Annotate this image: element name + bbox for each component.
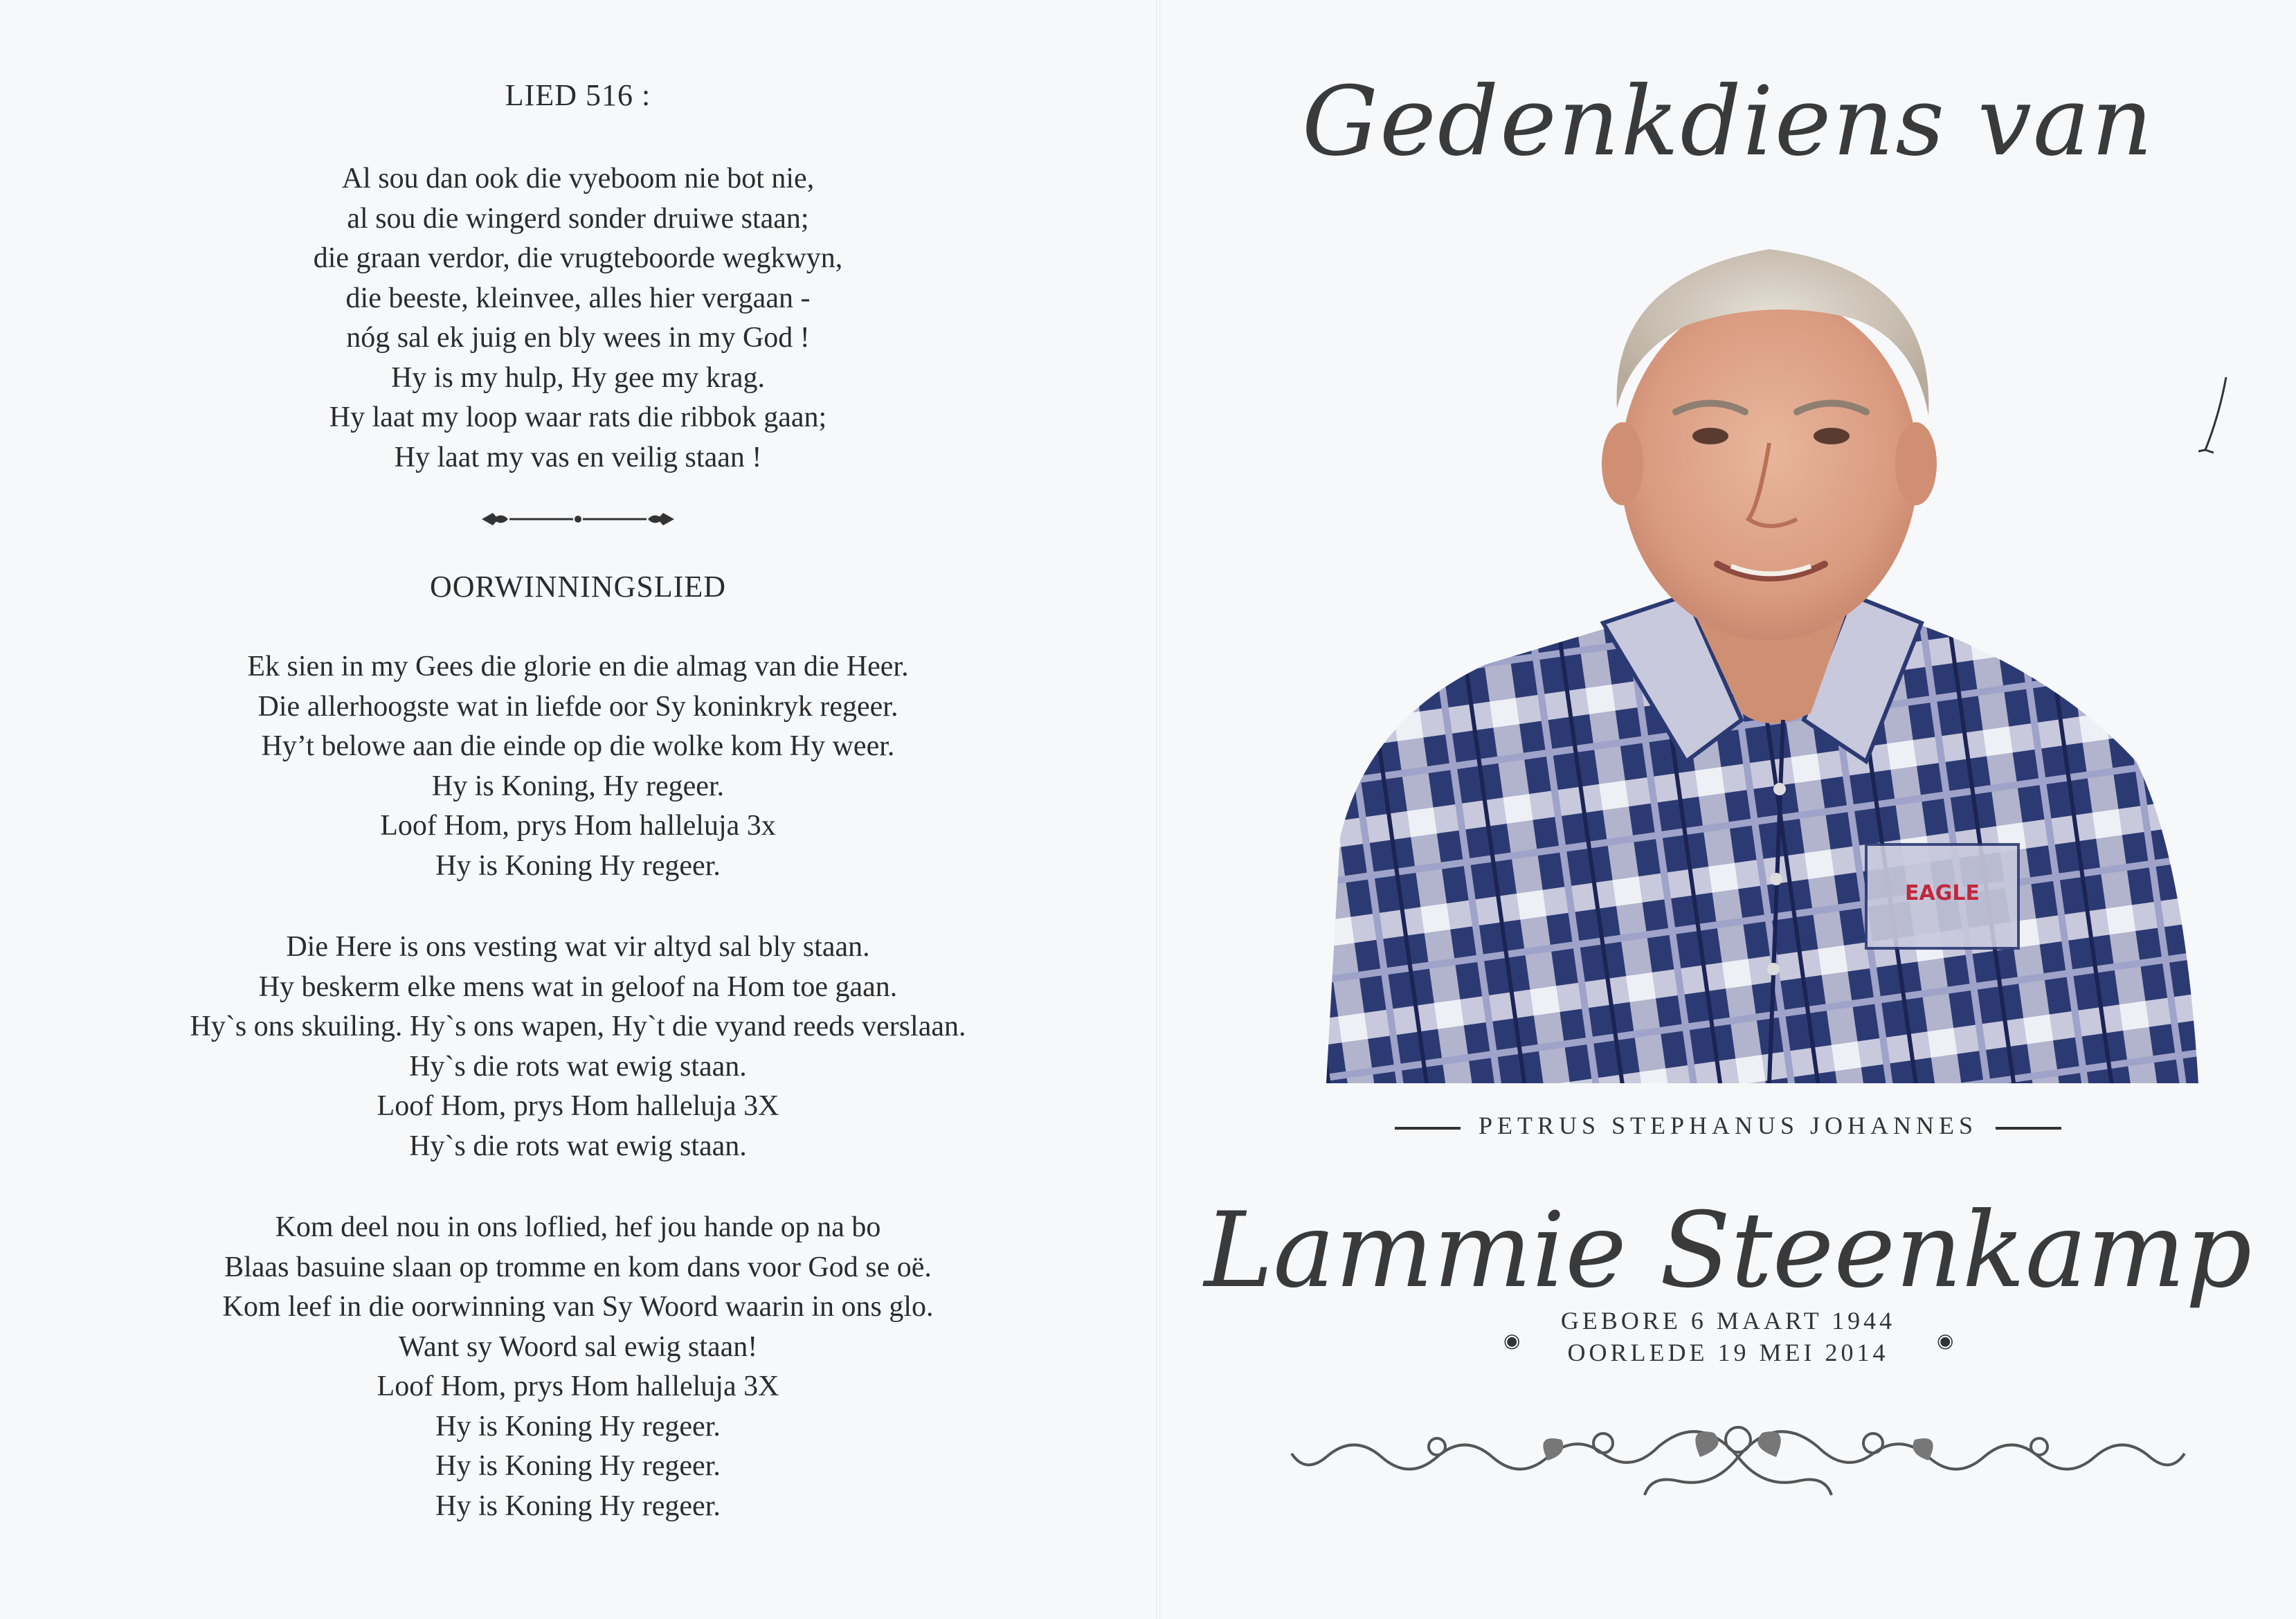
verse-line: Kom deel nou in ons loflied, hef jou hande op na bo [275,1211,881,1243]
verse-line: Hy’t belowe aan die einde op die wolke kom Hy weer. [261,730,895,762]
verse-line: Hy is Koning Hy regeer. [435,849,721,882]
verse-line: Loof Hom, prys Hom halleluja 3X [377,1371,779,1402]
died-date: OORLEDE 19 MEI 2014 [1567,1339,1889,1366]
verse-line: Ek sien in my Gees die glorie en die almag van die Heer. [247,651,909,682]
hymn2-stanza-3 [0,1208,1156,1526]
memorial-heading: Gedenkdiens van [1301,66,2155,177]
verse-line: Loof Hom, prys Hom halleluja 3x [380,810,776,842]
portrait-photo [1326,235,2198,1083]
verse-line: Blaas basuine slaan op tromme en kom dans voor God se oë. [224,1251,932,1283]
hymn1-title: LIED 516 : [505,78,651,112]
shirt-logo: EAGLE [1905,881,1980,905]
verse-line: die beeste, kleinvee, alles hier vergaan - [345,282,811,314]
ornament-divider [0,509,1156,530]
eye-ornament-icon: ◉ [1937,1330,1958,1352]
verse-line: Kom leef in die oorwinning van Sy Woord waarin in ons glo. [222,1291,934,1323]
right-page [1160,0,2296,1619]
full-names: PETRUS STEPHANUS JOHANNES [1478,1112,1978,1139]
portrait-illustration [1326,235,2198,1083]
verse-line: Die allerhoogste wat in liefde oor Sy koninkryk regeer. [257,690,898,723]
verse-line: Hy is Koning Hy regeer. [435,1450,721,1482]
verse-line: Loof Hom, prys Hom halleluja 3X [377,1090,779,1122]
verse-line: Al sou dan ook die vyeboom nie bot nie, [341,163,815,195]
verse-line: Die Here is ons vesting wat vir altyd sal bly staan. [286,931,870,963]
eye-ornament-icon: ◉ [1503,1330,1524,1352]
verse-line: Hy beskerm elke mens wat in geloof na Hom toe gaan. [258,970,898,1003]
hymn2-title: OORWINNINGSLIED [429,570,727,604]
verse-line: Hy`s ons skuiling. Hy`s ons wapen, Hy`t die vyand reeds verslaan. [190,1011,966,1042]
rule-left [1395,1127,1461,1130]
verse-line: Hy`s die rots wat ewig staan. [409,1050,747,1083]
verse-line: Hy is my hulp, Hy gee my krag. [390,361,766,394]
verse-line: nóg sal ek juig en bly wees in my God ! [346,322,810,354]
verse-line: Hy is Koning Hy regeer. [435,1490,721,1522]
ornament-divider-icon [478,509,678,530]
rule-right [1996,1127,2061,1130]
life-dates [1160,1305,2296,1368]
hymn1-verse [0,159,1156,478]
born-date: GEBORE 6 MAART 1944 [1560,1307,1896,1335]
hymn2-stanza-2 [0,928,1156,1166]
full-names-line [1160,1111,2296,1140]
verse-line: Hy is Koning Hy regeer. [435,1410,721,1442]
verse-line: Hy laat my loop waar rats die ribbok gaan; [329,401,827,433]
hymn2-stanza-1 [0,647,1156,886]
verse-line: Hy is Koning, Hy regeer. [431,770,725,802]
scroll-flourish-icon [1285,1405,2191,1509]
verse-line: die graan verdor, die vrugteboorde wegkwyn, [313,242,843,274]
deceased-name: Lammie Steenkamp [1204,1191,2252,1311]
verse-line: Hy`s die rots wat ewig staan. [409,1130,747,1162]
verse-line: Hy laat my vas en veilig staan ! [394,441,762,473]
verse-line: Want sy Woord sal ewig staan! [398,1330,758,1363]
verse-line: al sou die wingerd sonder druiwe staan; [347,202,809,235]
